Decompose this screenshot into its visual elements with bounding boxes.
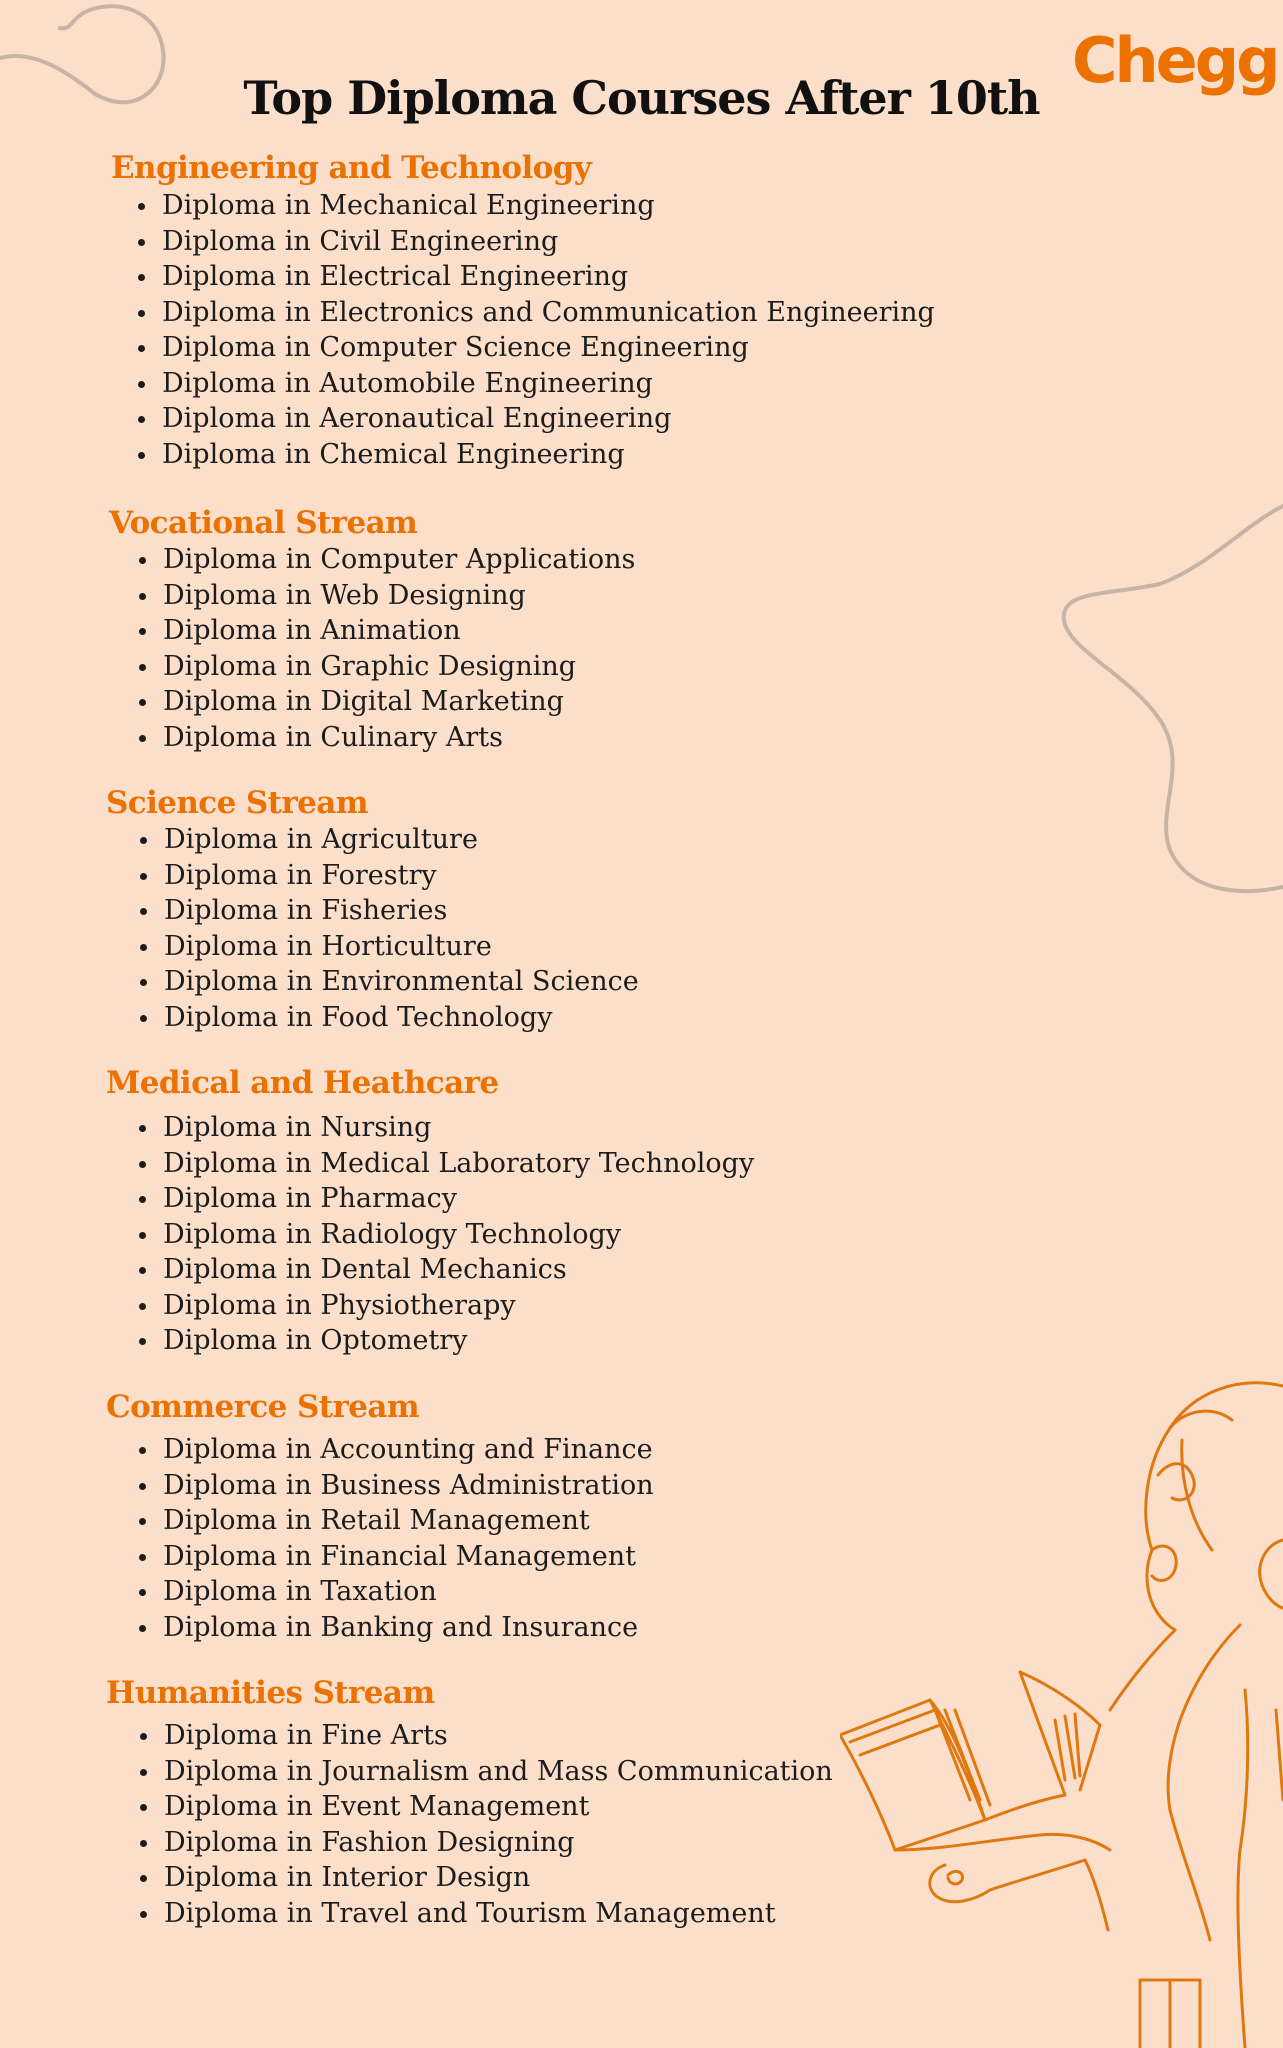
course-list xyxy=(138,822,639,1035)
section-title: Vocational Stream xyxy=(109,505,418,541)
list-item: Diploma in Animation xyxy=(137,613,635,649)
list-item: Diploma in Web Designing xyxy=(137,578,635,614)
list-item: Diploma in Electronics and Communication Engineering xyxy=(136,295,935,331)
list-item: Diploma in Fisheries xyxy=(138,893,639,929)
list-item: Diploma in Forestry xyxy=(138,858,639,894)
list-item: Diploma in Radiology Technology xyxy=(137,1217,754,1253)
course-list xyxy=(137,1432,654,1645)
course-list xyxy=(137,542,635,755)
list-item: Diploma in Travel and Tourism Management xyxy=(138,1896,833,1932)
list-item: Diploma in Food Technology xyxy=(138,1000,639,1036)
squiggle-decoration-right xyxy=(1040,490,1283,910)
section-commerce-stream xyxy=(106,1389,654,1645)
list-item: Diploma in Dental Mechanics xyxy=(137,1252,754,1288)
list-item: Diploma in Environmental Science xyxy=(138,964,639,1000)
list-item: Diploma in Agriculture xyxy=(138,822,639,858)
list-item: Diploma in Mechanical Engineering xyxy=(136,188,935,224)
list-item: Diploma in Taxation xyxy=(137,1574,654,1610)
section-title: Humanities Stream xyxy=(106,1675,435,1711)
list-item: Diploma in Banking and Insurance xyxy=(137,1610,654,1646)
list-item: Diploma in Chemical Engineering xyxy=(136,437,935,473)
brand-logo: Chegg xyxy=(1072,24,1278,97)
section-title: Medical and Heathcare xyxy=(106,1065,499,1101)
section-vocational-stream xyxy=(109,505,635,755)
list-item: Diploma in Graphic Designing xyxy=(137,649,635,685)
list-item: Diploma in Journalism and Mass Communication xyxy=(138,1754,833,1790)
list-item: Diploma in Accounting and Finance xyxy=(137,1432,654,1468)
list-item: Diploma in Physiotherapy xyxy=(137,1288,754,1324)
list-item: Diploma in Computer Science Engineering xyxy=(136,330,935,366)
list-item: Diploma in Fashion Designing xyxy=(138,1825,833,1861)
list-item: Diploma in Digital Marketing xyxy=(137,684,635,720)
list-item: Diploma in Fine Arts xyxy=(138,1718,833,1754)
section-science-stream xyxy=(106,785,639,1035)
list-item: Diploma in Nursing xyxy=(137,1110,754,1146)
list-item: Diploma in Interior Design xyxy=(138,1860,833,1896)
section-title: Science Stream xyxy=(106,785,368,821)
list-item: Diploma in Financial Management xyxy=(137,1539,654,1575)
page-title: Top Diploma Courses After 10th xyxy=(243,70,1040,125)
section-title: Commerce Stream xyxy=(106,1389,420,1425)
list-item: Diploma in Aeronautical Engineering xyxy=(136,401,935,437)
list-item: Diploma in Horticulture xyxy=(138,929,639,965)
list-item: Diploma in Optometry xyxy=(137,1323,754,1359)
list-item: Diploma in Retail Management xyxy=(137,1503,654,1539)
list-item: Diploma in Computer Applications xyxy=(137,542,635,578)
section-engineering-and-technology xyxy=(111,150,935,472)
section-title: Engineering and Technology xyxy=(111,150,592,186)
list-item: Diploma in Business Administration xyxy=(137,1468,654,1504)
list-item: Diploma in Event Management xyxy=(138,1789,833,1825)
section-humanities-stream xyxy=(106,1675,833,1931)
reading-person-illustration xyxy=(840,1380,1283,2048)
list-item: Diploma in Automobile Engineering xyxy=(136,366,935,402)
list-item: Diploma in Culinary Arts xyxy=(137,720,635,756)
course-list xyxy=(136,188,935,472)
list-item: Diploma in Civil Engineering xyxy=(136,224,935,260)
list-item: Diploma in Medical Laboratory Technology xyxy=(137,1146,754,1182)
list-item: Diploma in Pharmacy xyxy=(137,1181,754,1217)
course-list xyxy=(137,1110,754,1359)
list-item: Diploma in Electrical Engineering xyxy=(136,259,935,295)
section-medical-and-healthcare xyxy=(106,1065,754,1359)
course-list xyxy=(138,1718,833,1931)
